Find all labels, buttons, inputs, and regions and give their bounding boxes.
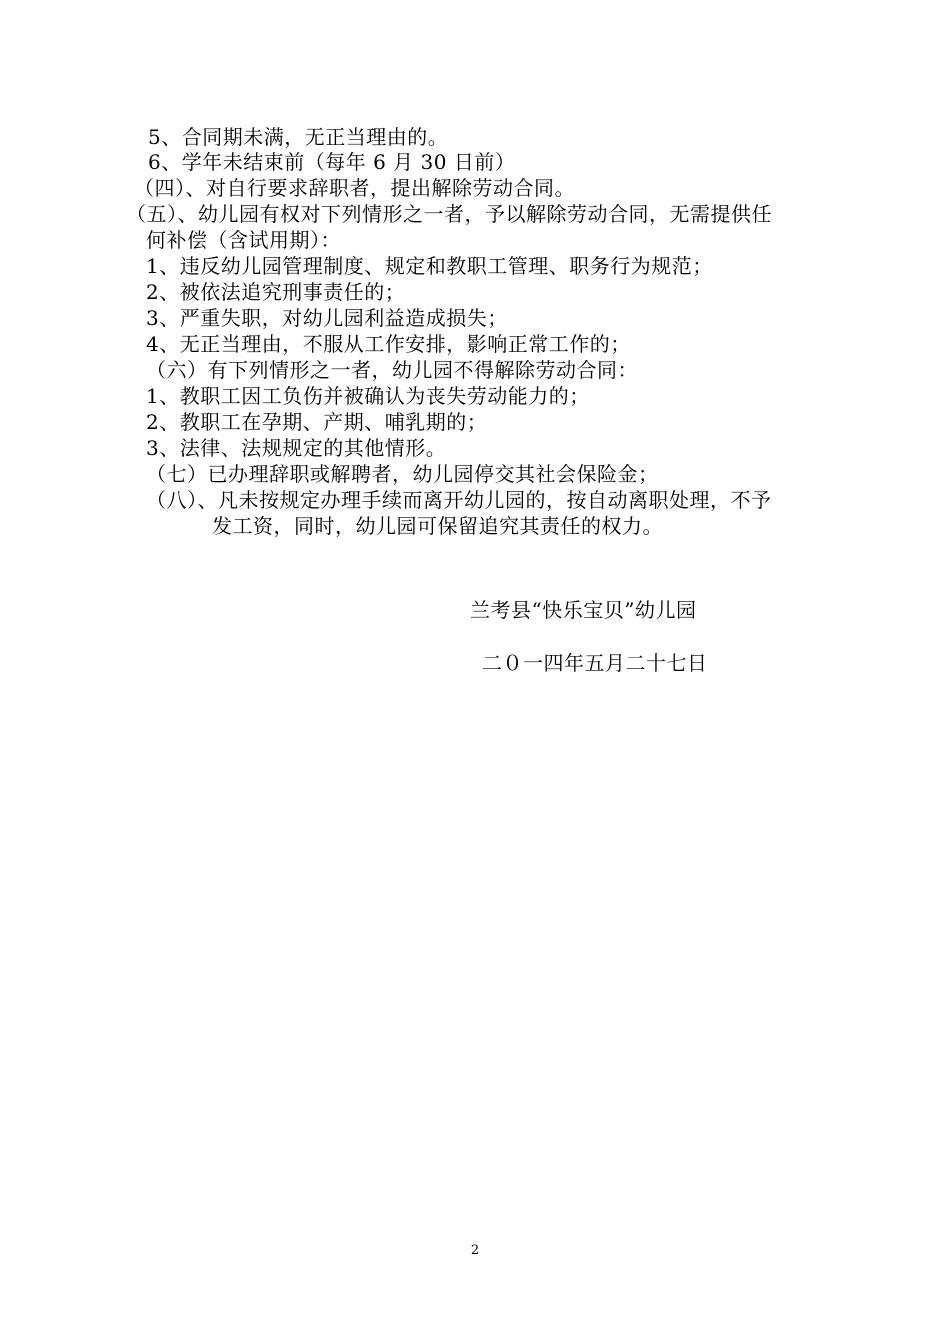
text-line-9: 4、无正当理由，不服从工作安排，影响正常工作的； [146,332,631,356]
text-line-11: 1、教职工因工负伤并被确认为丧失劳动能力的； [146,384,590,408]
text-line-3: （四）、对自行要求辞职者，提出解除劳动合同。 [134,176,575,200]
text-line-12: 2、教职工在孕期、产期、哺乳期的； [146,410,488,434]
text-line-13: 3、法律、法规规定的其他情形。 [146,436,447,460]
text-line-16: 发工资，同时，幼儿园可保留追究其责任的权力。 [212,514,663,538]
text-line-7: 2、被依法追究刑事责任的； [146,280,406,304]
text-line-8: 3、严重失职，对幼儿园利益造成损失； [146,306,508,330]
signature-organization: 兰考县“快乐宝贝”幼儿园 [470,598,697,622]
text-line-5: 何补偿（含试用期）： [146,228,341,252]
text-line-10: （六）有下列情形之一者，幼儿园不得解除劳动合同： [146,358,638,382]
page-number: 2 [470,1243,480,1258]
text-line-14: （七）已办理辞职或解聘者，幼儿园停交其社会保险金； [146,462,659,486]
text-line-4: （五）、幼儿园有权对下列情形之一者，予以解除劳动合同，无需提供任 [126,202,772,226]
text-line-1: 5、合同期未满，无正当理由的。 [148,125,449,149]
text-line-15: （八）、凡未按规定办理手续而离开幼儿园的，按自动离职处理，不予 [146,488,772,512]
text-line-2: 6、学年未结束前（每年 6 月 30 日前） [148,150,516,174]
signature-date: 二０一四年五月二十七日 [482,651,708,675]
text-line-6: 1、违反幼儿园管理制度、规定和教职工管理、职务行为规范； [146,254,713,278]
